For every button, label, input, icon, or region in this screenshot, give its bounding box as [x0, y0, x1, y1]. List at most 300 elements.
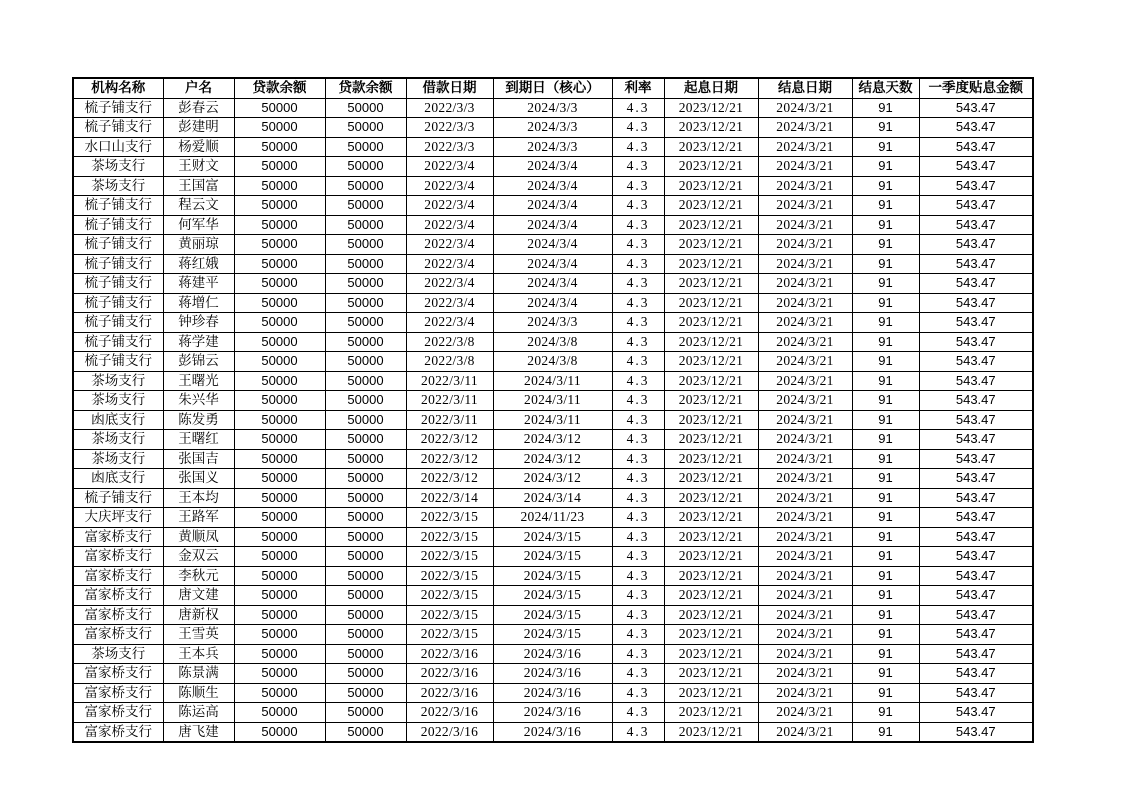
cell-q1-subsidy-amount: 543.47 [919, 605, 1033, 625]
table-row [73, 215, 1033, 235]
cell-settlement-date: 2024/3/21 [758, 235, 852, 255]
cell-institution: 梳子铺支行 [73, 332, 163, 352]
table-row [73, 313, 1033, 333]
cell-maturity-date: 2024/3/16 [493, 683, 612, 703]
cell-settlement-date: 2024/3/21 [758, 605, 852, 625]
cell-loan-date: 2022/3/12 [406, 449, 493, 469]
cell-interest-start-date: 2023/12/21 [664, 605, 758, 625]
table-row [73, 274, 1033, 294]
cell-loan-date: 2022/3/11 [406, 391, 493, 411]
cell-loan-date: 2022/3/3 [406, 118, 493, 138]
cell-loan-date: 2022/3/4 [406, 176, 493, 196]
cell-loan-balance-2: 50000 [325, 137, 406, 157]
cell-q1-subsidy-amount: 543.47 [919, 625, 1033, 645]
cell-loan-balance: 50000 [234, 391, 325, 411]
cell-loan-balance-2: 50000 [325, 332, 406, 352]
cell-interest-rate: 4.3 [612, 371, 664, 391]
cell-settlement-days: 91 [852, 625, 919, 645]
cell-settlement-days: 91 [852, 352, 919, 372]
cell-interest-start-date: 2023/12/21 [664, 196, 758, 216]
cell-account-name: 彭建明 [163, 118, 234, 138]
cell-interest-start-date: 2023/12/21 [664, 371, 758, 391]
cell-interest-rate: 4.3 [612, 293, 664, 313]
cell-institution: 水口山支行 [73, 137, 163, 157]
cell-account-name: 李秋元 [163, 566, 234, 586]
cell-interest-rate: 4.3 [612, 391, 664, 411]
col-header-interest-rate: 利率 [612, 78, 664, 98]
cell-loan-balance: 50000 [234, 547, 325, 567]
cell-settlement-days: 91 [852, 586, 919, 606]
cell-settlement-date: 2024/3/21 [758, 293, 852, 313]
cell-interest-start-date: 2023/12/21 [664, 391, 758, 411]
cell-loan-balance: 50000 [234, 176, 325, 196]
cell-q1-subsidy-amount: 543.47 [919, 176, 1033, 196]
table-row [73, 683, 1033, 703]
cell-institution: 茶场支行 [73, 449, 163, 469]
cell-loan-date: 2022/3/16 [406, 722, 493, 742]
cell-loan-date: 2022/3/4 [406, 196, 493, 216]
cell-settlement-days: 91 [852, 722, 919, 742]
cell-institution: 梳子铺支行 [73, 293, 163, 313]
cell-maturity-date: 2024/3/11 [493, 371, 612, 391]
cell-interest-rate: 4.3 [612, 722, 664, 742]
cell-loan-date: 2022/3/4 [406, 293, 493, 313]
cell-interest-start-date: 2023/12/21 [664, 449, 758, 469]
cell-account-name: 王本均 [163, 488, 234, 508]
cell-account-name: 王本兵 [163, 644, 234, 664]
cell-loan-balance-2: 50000 [325, 371, 406, 391]
cell-maturity-date: 2024/3/11 [493, 391, 612, 411]
cell-settlement-date: 2024/3/21 [758, 508, 852, 528]
cell-settlement-date: 2024/3/21 [758, 488, 852, 508]
cell-q1-subsidy-amount: 543.47 [919, 586, 1033, 606]
cell-settlement-days: 91 [852, 313, 919, 333]
cell-account-name: 王曙光 [163, 371, 234, 391]
cell-settlement-days: 91 [852, 137, 919, 157]
cell-maturity-date: 2024/3/16 [493, 722, 612, 742]
cell-institution: 茶场支行 [73, 391, 163, 411]
cell-loan-balance-2: 50000 [325, 625, 406, 645]
cell-maturity-date: 2024/3/3 [493, 118, 612, 138]
cell-q1-subsidy-amount: 543.47 [919, 118, 1033, 138]
table-row [73, 664, 1033, 684]
cell-interest-rate: 4.3 [612, 176, 664, 196]
cell-settlement-date: 2024/3/21 [758, 703, 852, 723]
cell-loan-balance-2: 50000 [325, 527, 406, 547]
cell-interest-rate: 4.3 [612, 410, 664, 430]
cell-loan-balance-2: 50000 [325, 683, 406, 703]
table-row [73, 625, 1033, 645]
cell-institution: 富家桥支行 [73, 527, 163, 547]
cell-interest-start-date: 2023/12/21 [664, 98, 758, 118]
cell-maturity-date: 2024/3/16 [493, 644, 612, 664]
cell-settlement-days: 91 [852, 566, 919, 586]
loan-interest-table [72, 77, 1034, 743]
cell-loan-date: 2022/3/11 [406, 371, 493, 391]
cell-account-name: 张国吉 [163, 449, 234, 469]
cell-maturity-date: 2024/3/4 [493, 176, 612, 196]
cell-settlement-days: 91 [852, 703, 919, 723]
cell-account-name: 陈运高 [163, 703, 234, 723]
cell-loan-balance: 50000 [234, 644, 325, 664]
cell-loan-balance: 50000 [234, 586, 325, 606]
cell-interest-start-date: 2023/12/21 [664, 293, 758, 313]
cell-q1-subsidy-amount: 543.47 [919, 527, 1033, 547]
cell-settlement-days: 91 [852, 527, 919, 547]
cell-institution: 富家桥支行 [73, 566, 163, 586]
cell-q1-subsidy-amount: 543.47 [919, 722, 1033, 742]
table-row [73, 430, 1033, 450]
cell-maturity-date: 2024/3/4 [493, 157, 612, 177]
cell-account-name: 唐文建 [163, 586, 234, 606]
cell-loan-balance: 50000 [234, 157, 325, 177]
col-header-interest-start-date: 起息日期 [664, 78, 758, 98]
table-row [73, 488, 1033, 508]
cell-loan-balance-2: 50000 [325, 449, 406, 469]
cell-settlement-days: 91 [852, 274, 919, 294]
cell-q1-subsidy-amount: 543.47 [919, 313, 1033, 333]
table-row [73, 469, 1033, 489]
cell-institution: 富家桥支行 [73, 703, 163, 723]
cell-interest-start-date: 2023/12/21 [664, 527, 758, 547]
cell-settlement-days: 91 [852, 293, 919, 313]
cell-loan-date: 2022/3/3 [406, 98, 493, 118]
cell-maturity-date: 2024/3/12 [493, 449, 612, 469]
cell-settlement-date: 2024/3/21 [758, 313, 852, 333]
cell-interest-start-date: 2023/12/21 [664, 566, 758, 586]
cell-institution: 富家桥支行 [73, 586, 163, 606]
cell-loan-balance-2: 50000 [325, 313, 406, 333]
cell-interest-start-date: 2023/12/21 [664, 683, 758, 703]
cell-account-name: 黄丽琼 [163, 235, 234, 255]
cell-maturity-date: 2024/3/4 [493, 293, 612, 313]
cell-interest-start-date: 2023/12/21 [664, 410, 758, 430]
cell-loan-balance-2: 50000 [325, 547, 406, 567]
cell-loan-balance: 50000 [234, 410, 325, 430]
cell-loan-date: 2022/3/4 [406, 254, 493, 274]
table-row [73, 449, 1033, 469]
cell-maturity-date: 2024/3/3 [493, 137, 612, 157]
cell-account-name: 王曙红 [163, 430, 234, 450]
table-row [73, 352, 1033, 372]
cell-interest-rate: 4.3 [612, 137, 664, 157]
cell-loan-date: 2022/3/8 [406, 352, 493, 372]
cell-maturity-date: 2024/3/16 [493, 703, 612, 723]
cell-institution: 梳子铺支行 [73, 254, 163, 274]
cell-loan-balance: 50000 [234, 371, 325, 391]
cell-loan-date: 2022/3/4 [406, 313, 493, 333]
table-row [73, 391, 1033, 411]
cell-loan-balance: 50000 [234, 625, 325, 645]
cell-account-name: 陈顺生 [163, 683, 234, 703]
cell-settlement-date: 2024/3/21 [758, 644, 852, 664]
cell-q1-subsidy-amount: 543.47 [919, 469, 1033, 489]
cell-settlement-date: 2024/3/21 [758, 547, 852, 567]
cell-maturity-date: 2024/3/11 [493, 410, 612, 430]
cell-maturity-date: 2024/3/15 [493, 586, 612, 606]
cell-institution: 茶场支行 [73, 157, 163, 177]
cell-institution: 梳子铺支行 [73, 118, 163, 138]
cell-account-name: 程云文 [163, 196, 234, 216]
cell-settlement-date: 2024/3/21 [758, 430, 852, 450]
cell-loan-date: 2022/3/16 [406, 703, 493, 723]
cell-interest-start-date: 2023/12/21 [664, 254, 758, 274]
cell-interest-start-date: 2023/12/21 [664, 722, 758, 742]
cell-loan-balance-2: 50000 [325, 235, 406, 255]
cell-settlement-date: 2024/3/21 [758, 625, 852, 645]
cell-loan-balance: 50000 [234, 527, 325, 547]
table-row [73, 586, 1033, 606]
cell-account-name: 王路军 [163, 508, 234, 528]
cell-q1-subsidy-amount: 543.47 [919, 332, 1033, 352]
cell-loan-balance: 50000 [234, 235, 325, 255]
cell-account-name: 唐新权 [163, 605, 234, 625]
cell-account-name: 金双云 [163, 547, 234, 567]
col-header-loan-date: 借款日期 [406, 78, 493, 98]
cell-loan-date: 2022/3/8 [406, 332, 493, 352]
cell-interest-rate: 4.3 [612, 430, 664, 450]
cell-loan-balance: 50000 [234, 254, 325, 274]
cell-settlement-days: 91 [852, 508, 919, 528]
cell-loan-balance-2: 50000 [325, 254, 406, 274]
cell-loan-balance-2: 50000 [325, 586, 406, 606]
cell-maturity-date: 2024/3/4 [493, 235, 612, 255]
cell-q1-subsidy-amount: 543.47 [919, 254, 1033, 274]
cell-settlement-days: 91 [852, 215, 919, 235]
cell-loan-date: 2022/3/4 [406, 157, 493, 177]
cell-maturity-date: 2024/3/15 [493, 547, 612, 567]
cell-interest-start-date: 2023/12/21 [664, 215, 758, 235]
cell-settlement-date: 2024/3/21 [758, 98, 852, 118]
cell-settlement-date: 2024/3/21 [758, 469, 852, 489]
cell-maturity-date: 2024/3/8 [493, 332, 612, 352]
cell-q1-subsidy-amount: 543.47 [919, 566, 1033, 586]
cell-loan-balance-2: 50000 [325, 508, 406, 528]
table-row [73, 410, 1033, 430]
cell-institution: 茶场支行 [73, 430, 163, 450]
cell-loan-balance: 50000 [234, 469, 325, 489]
cell-loan-balance-2: 50000 [325, 274, 406, 294]
cell-institution: 茶场支行 [73, 176, 163, 196]
col-header-maturity-date: 到期日（核心） [493, 78, 612, 98]
cell-settlement-days: 91 [852, 430, 919, 450]
cell-loan-date: 2022/3/4 [406, 215, 493, 235]
cell-settlement-date: 2024/3/21 [758, 254, 852, 274]
cell-interest-start-date: 2023/12/21 [664, 547, 758, 567]
cell-loan-date: 2022/3/4 [406, 235, 493, 255]
cell-loan-balance-2: 50000 [325, 488, 406, 508]
cell-settlement-days: 91 [852, 196, 919, 216]
cell-loan-date: 2022/3/11 [406, 410, 493, 430]
cell-settlement-date: 2024/3/21 [758, 527, 852, 547]
cell-maturity-date: 2024/3/3 [493, 313, 612, 333]
cell-institution: 大庆坪支行 [73, 508, 163, 528]
cell-maturity-date: 2024/3/4 [493, 254, 612, 274]
cell-interest-rate: 4.3 [612, 683, 664, 703]
cell-institution: 富家桥支行 [73, 605, 163, 625]
col-header-settlement-days: 结息天数 [852, 78, 919, 98]
cell-account-name: 蒋建平 [163, 274, 234, 294]
cell-q1-subsidy-amount: 543.47 [919, 157, 1033, 177]
cell-interest-rate: 4.3 [612, 196, 664, 216]
cell-settlement-days: 91 [852, 683, 919, 703]
cell-loan-date: 2022/3/12 [406, 430, 493, 450]
cell-settlement-days: 91 [852, 664, 919, 684]
cell-interest-rate: 4.3 [612, 605, 664, 625]
cell-account-name: 黄顺凤 [163, 527, 234, 547]
cell-account-name: 蒋学建 [163, 332, 234, 352]
header-row [73, 78, 1033, 98]
cell-loan-balance: 50000 [234, 703, 325, 723]
cell-institution: 梳子铺支行 [73, 235, 163, 255]
cell-loan-balance-2: 50000 [325, 215, 406, 235]
cell-institution: 茶场支行 [73, 644, 163, 664]
cell-settlement-days: 91 [852, 254, 919, 274]
cell-q1-subsidy-amount: 543.47 [919, 488, 1033, 508]
table-row [73, 332, 1033, 352]
cell-q1-subsidy-amount: 543.47 [919, 703, 1033, 723]
cell-q1-subsidy-amount: 543.47 [919, 196, 1033, 216]
cell-maturity-date: 2024/3/14 [493, 488, 612, 508]
cell-q1-subsidy-amount: 543.47 [919, 215, 1033, 235]
cell-institution: 梳子铺支行 [73, 215, 163, 235]
cell-loan-balance-2: 50000 [325, 157, 406, 177]
cell-institution: 茶场支行 [73, 371, 163, 391]
cell-institution: 梳子铺支行 [73, 274, 163, 294]
cell-loan-date: 2022/3/16 [406, 664, 493, 684]
cell-account-name: 陈发勇 [163, 410, 234, 430]
cell-settlement-date: 2024/3/21 [758, 722, 852, 742]
cell-q1-subsidy-amount: 543.47 [919, 371, 1033, 391]
table-row [73, 722, 1033, 742]
cell-account-name: 王财文 [163, 157, 234, 177]
cell-settlement-date: 2024/3/21 [758, 566, 852, 586]
cell-loan-balance: 50000 [234, 488, 325, 508]
cell-account-name: 何军华 [163, 215, 234, 235]
cell-account-name: 钟珍春 [163, 313, 234, 333]
cell-interest-start-date: 2023/12/21 [664, 332, 758, 352]
cell-maturity-date: 2024/3/3 [493, 98, 612, 118]
cell-interest-start-date: 2023/12/21 [664, 157, 758, 177]
cell-settlement-days: 91 [852, 391, 919, 411]
cell-interest-start-date: 2023/12/21 [664, 176, 758, 196]
cell-institution: 富家桥支行 [73, 722, 163, 742]
cell-settlement-days: 91 [852, 118, 919, 138]
cell-q1-subsidy-amount: 543.47 [919, 508, 1033, 528]
cell-settlement-date: 2024/3/21 [758, 215, 852, 235]
cell-interest-rate: 4.3 [612, 586, 664, 606]
cell-settlement-days: 91 [852, 644, 919, 664]
cell-loan-date: 2022/3/15 [406, 508, 493, 528]
cell-interest-start-date: 2023/12/21 [664, 430, 758, 450]
cell-loan-balance-2: 50000 [325, 664, 406, 684]
cell-interest-start-date: 2023/12/21 [664, 586, 758, 606]
cell-interest-rate: 4.3 [612, 157, 664, 177]
col-header-loan-balance-2: 贷款余额 [325, 78, 406, 98]
cell-account-name: 彭春云 [163, 98, 234, 118]
cell-loan-balance: 50000 [234, 293, 325, 313]
table-row [73, 527, 1033, 547]
cell-loan-balance: 50000 [234, 118, 325, 138]
cell-institution: 梳子铺支行 [73, 313, 163, 333]
cell-loan-balance: 50000 [234, 196, 325, 216]
cell-interest-rate: 4.3 [612, 625, 664, 645]
cell-settlement-date: 2024/3/21 [758, 586, 852, 606]
cell-institution: 凼底支行 [73, 410, 163, 430]
cell-maturity-date: 2024/3/4 [493, 196, 612, 216]
table-row [73, 137, 1033, 157]
cell-loan-balance-2: 50000 [325, 293, 406, 313]
cell-settlement-date: 2024/3/21 [758, 449, 852, 469]
cell-q1-subsidy-amount: 543.47 [919, 352, 1033, 372]
cell-interest-rate: 4.3 [612, 215, 664, 235]
cell-q1-subsidy-amount: 543.47 [919, 430, 1033, 450]
table-body [73, 98, 1033, 742]
cell-loan-balance: 50000 [234, 430, 325, 450]
col-header-institution: 机构名称 [73, 78, 163, 98]
cell-interest-rate: 4.3 [612, 449, 664, 469]
cell-institution: 凼底支行 [73, 469, 163, 489]
cell-settlement-days: 91 [852, 371, 919, 391]
cell-loan-date: 2022/3/15 [406, 625, 493, 645]
cell-settlement-date: 2024/3/21 [758, 196, 852, 216]
cell-q1-subsidy-amount: 543.47 [919, 235, 1033, 255]
cell-interest-start-date: 2023/12/21 [664, 664, 758, 684]
cell-loan-balance: 50000 [234, 332, 325, 352]
cell-interest-rate: 4.3 [612, 664, 664, 684]
cell-loan-balance-2: 50000 [325, 469, 406, 489]
cell-account-name: 杨爱顺 [163, 137, 234, 157]
table-row [73, 293, 1033, 313]
cell-interest-rate: 4.3 [612, 488, 664, 508]
table-row [73, 566, 1033, 586]
cell-q1-subsidy-amount: 543.47 [919, 683, 1033, 703]
table-row [73, 118, 1033, 138]
cell-institution: 梳子铺支行 [73, 98, 163, 118]
col-header-q1-subsidy-amount: 一季度贴息金额 [919, 78, 1033, 98]
cell-settlement-days: 91 [852, 332, 919, 352]
cell-institution: 梳子铺支行 [73, 488, 163, 508]
cell-loan-date: 2022/3/15 [406, 547, 493, 567]
cell-loan-date: 2022/3/14 [406, 488, 493, 508]
cell-interest-rate: 4.3 [612, 98, 664, 118]
cell-loan-balance: 50000 [234, 722, 325, 742]
cell-loan-balance-2: 50000 [325, 118, 406, 138]
cell-settlement-date: 2024/3/21 [758, 332, 852, 352]
cell-loan-balance-2: 50000 [325, 605, 406, 625]
cell-interest-rate: 4.3 [612, 313, 664, 333]
cell-loan-date: 2022/3/16 [406, 683, 493, 703]
cell-settlement-days: 91 [852, 410, 919, 430]
cell-q1-subsidy-amount: 543.47 [919, 410, 1033, 430]
cell-loan-balance-2: 50000 [325, 430, 406, 450]
cell-loan-balance-2: 50000 [325, 566, 406, 586]
cell-interest-start-date: 2023/12/21 [664, 488, 758, 508]
cell-q1-subsidy-amount: 543.47 [919, 391, 1033, 411]
cell-maturity-date: 2024/3/16 [493, 664, 612, 684]
cell-account-name: 唐飞建 [163, 722, 234, 742]
cell-interest-start-date: 2023/12/21 [664, 469, 758, 489]
col-header-settlement-date: 结息日期 [758, 78, 852, 98]
cell-interest-start-date: 2023/12/21 [664, 235, 758, 255]
cell-interest-start-date: 2023/12/21 [664, 274, 758, 294]
cell-settlement-date: 2024/3/21 [758, 352, 852, 372]
cell-interest-start-date: 2023/12/21 [664, 313, 758, 333]
cell-institution: 富家桥支行 [73, 683, 163, 703]
cell-settlement-date: 2024/3/21 [758, 157, 852, 177]
cell-maturity-date: 2024/3/4 [493, 274, 612, 294]
cell-interest-rate: 4.3 [612, 352, 664, 372]
